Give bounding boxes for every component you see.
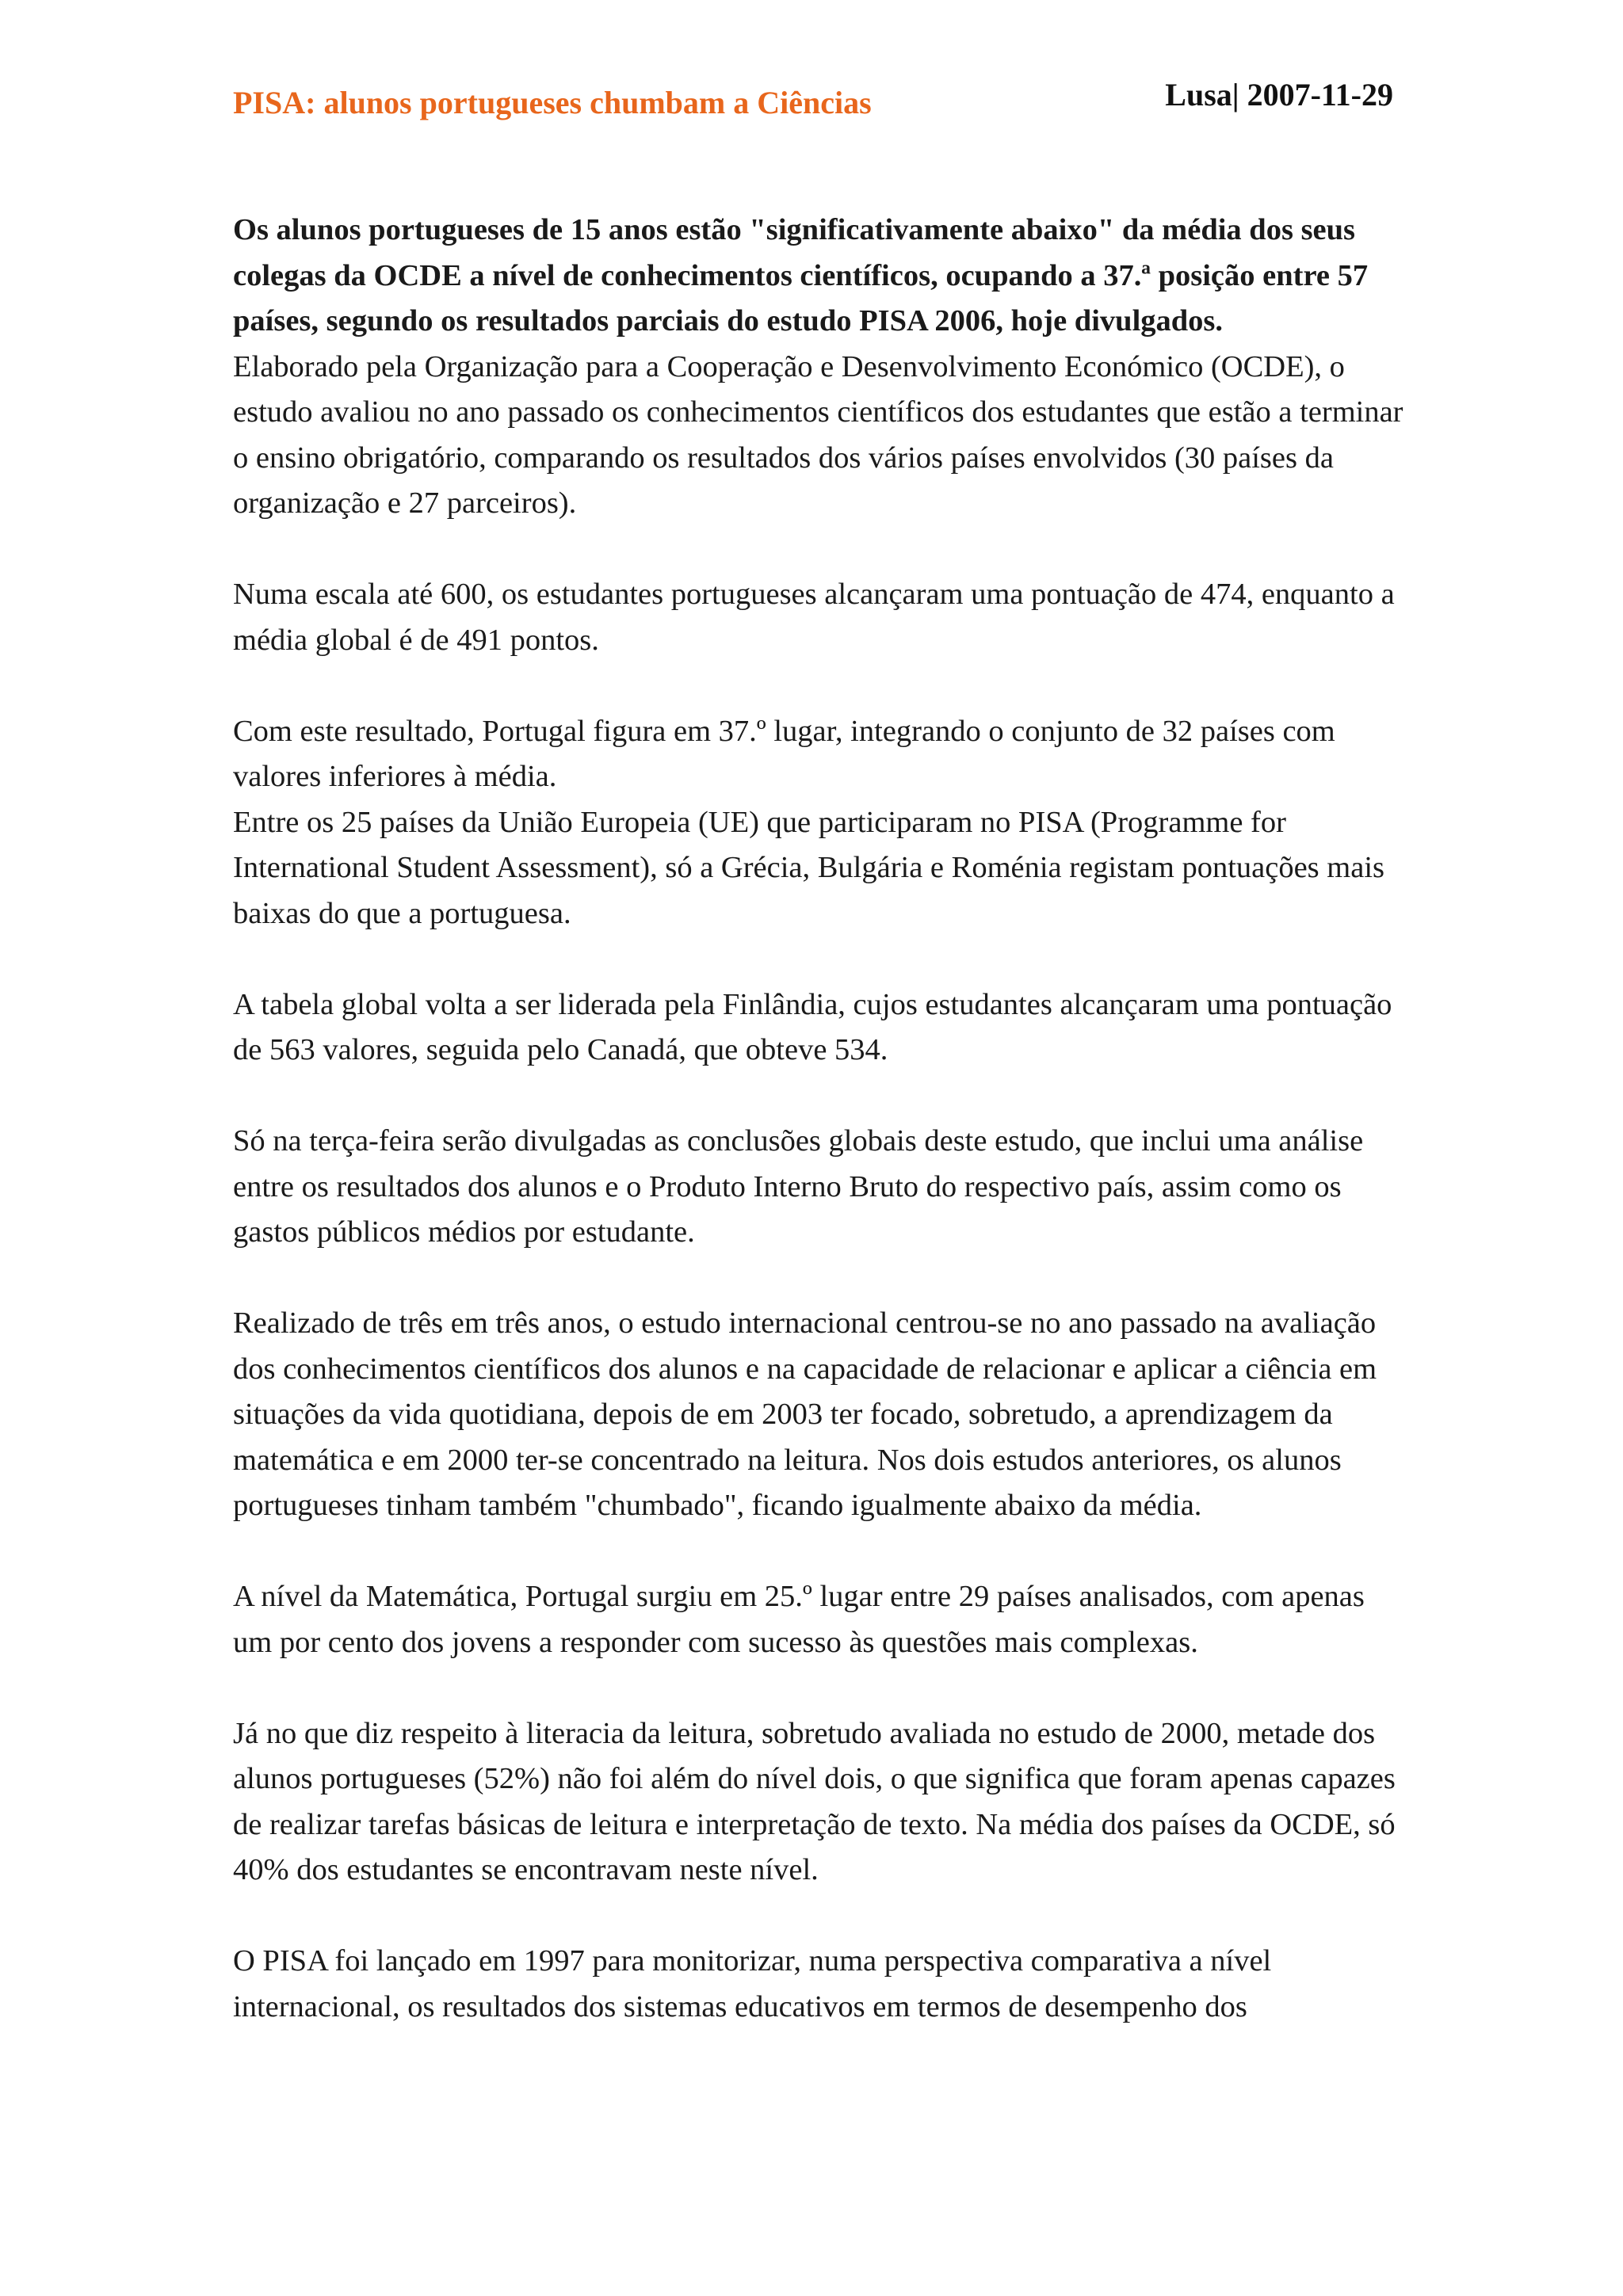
article-paragraph: Entre os 25 países da União Europeia (UE) que participaram no PISA (Programme for International Student Assessment), só a Grécia, Bulgária e Roménia registam pontuações mais baixas do que a portuguesa. bbox=[233, 805, 1384, 930]
article-lead: Os alunos portugueses de 15 anos estão "significativamente abaixo" da média dos seus colegas da OCDE a nível de conhecimentos científicos, ocupando a 37.ª posição entre 57 países, segundo os resultados parciais do estudo PISA 2006, hoje divulgados. bbox=[233, 213, 1369, 338]
article-paragraph: O PISA foi lançado em 1997 para monitorizar, numa perspectiva comparativa a nível internacional, os resultados dos sistemas educativos em termos de desempenho dos bbox=[233, 1944, 1272, 2023]
article-headline: PISA: alunos portugueses chumbam a Ciências bbox=[233, 85, 872, 120]
article-header bbox=[233, 76, 1393, 132]
article-paragraph: Numa escala até 600, os estudantes portugueses alcançaram uma pontuação de 474, enquanto a média global é de 491 pontos. bbox=[233, 578, 1395, 657]
article-source-date: Lusa| 2007-11-29 bbox=[1165, 77, 1393, 113]
article-paragraph: Realizado de três em três anos, o estudo internacional centrou-se no ano passado na avaliação dos conhecimentos científicos dos alunos e na capacidade de relacionar e aplicar a ciência em situações da vida quotidiana, depois de em 2003 ter focado, sobretudo, a aprendizagem da matemática e em 2000 ter-se concentrado na leitura. Nos dois estudos anteriores, os alunos portugueses tinham também "chumbado", ficando igualmente abaixo da média. bbox=[233, 1306, 1377, 1522]
article-paragraph: A tabela global volta a ser liderada pela Finlândia, cujos estudantes alcançaram uma pontuação de 563 valores, seguida pelo Canadá, que obteve 534. bbox=[233, 987, 1392, 1066]
article-paragraph: Só na terça-feira serão divulgadas as conclusões globais deste estudo, que inclui uma análise entre os resultados dos alunos e o Produto Interno Bruto do respectivo país, assim como os gastos públicos médios por estudante. bbox=[233, 1124, 1364, 1249]
article-paragraph: Já no que diz respeito à literacia da leitura, sobretudo avaliada no estudo de 2000, metade dos alunos portugueses (52%) não foi além do nível dois, o que significa que foram apenas capazes de realizar tarefas básicas de leitura e interpretação de texto. Na média dos países da OCDE, só 40% dos estudantes se encontravam neste nível. bbox=[233, 1716, 1396, 1886]
article-paragraph: Com este resultado, Portugal figura em 37.º lugar, integrando o conjunto de 32 países com valores inferiores à média. bbox=[233, 714, 1335, 793]
article-paragraph: Elaborado pela Organização para a Cooperação e Desenvolvimento Económico (OCDE), o estudo avaliou no ano passado os conhecimentos científicos dos estudantes que estão a terminar o ensino obrigatório, comparando os resultados dos vários países envolvidos (30 países da organização e 27 parceiros). bbox=[233, 349, 1403, 520]
article-paragraph: A nível da Matemática, Portugal surgiu em 25.º lugar entre 29 países analisados, com apenas um por cento dos jovens a responder com sucesso às questões mais complexas. bbox=[233, 1580, 1365, 1659]
article-body bbox=[233, 208, 1406, 2030]
